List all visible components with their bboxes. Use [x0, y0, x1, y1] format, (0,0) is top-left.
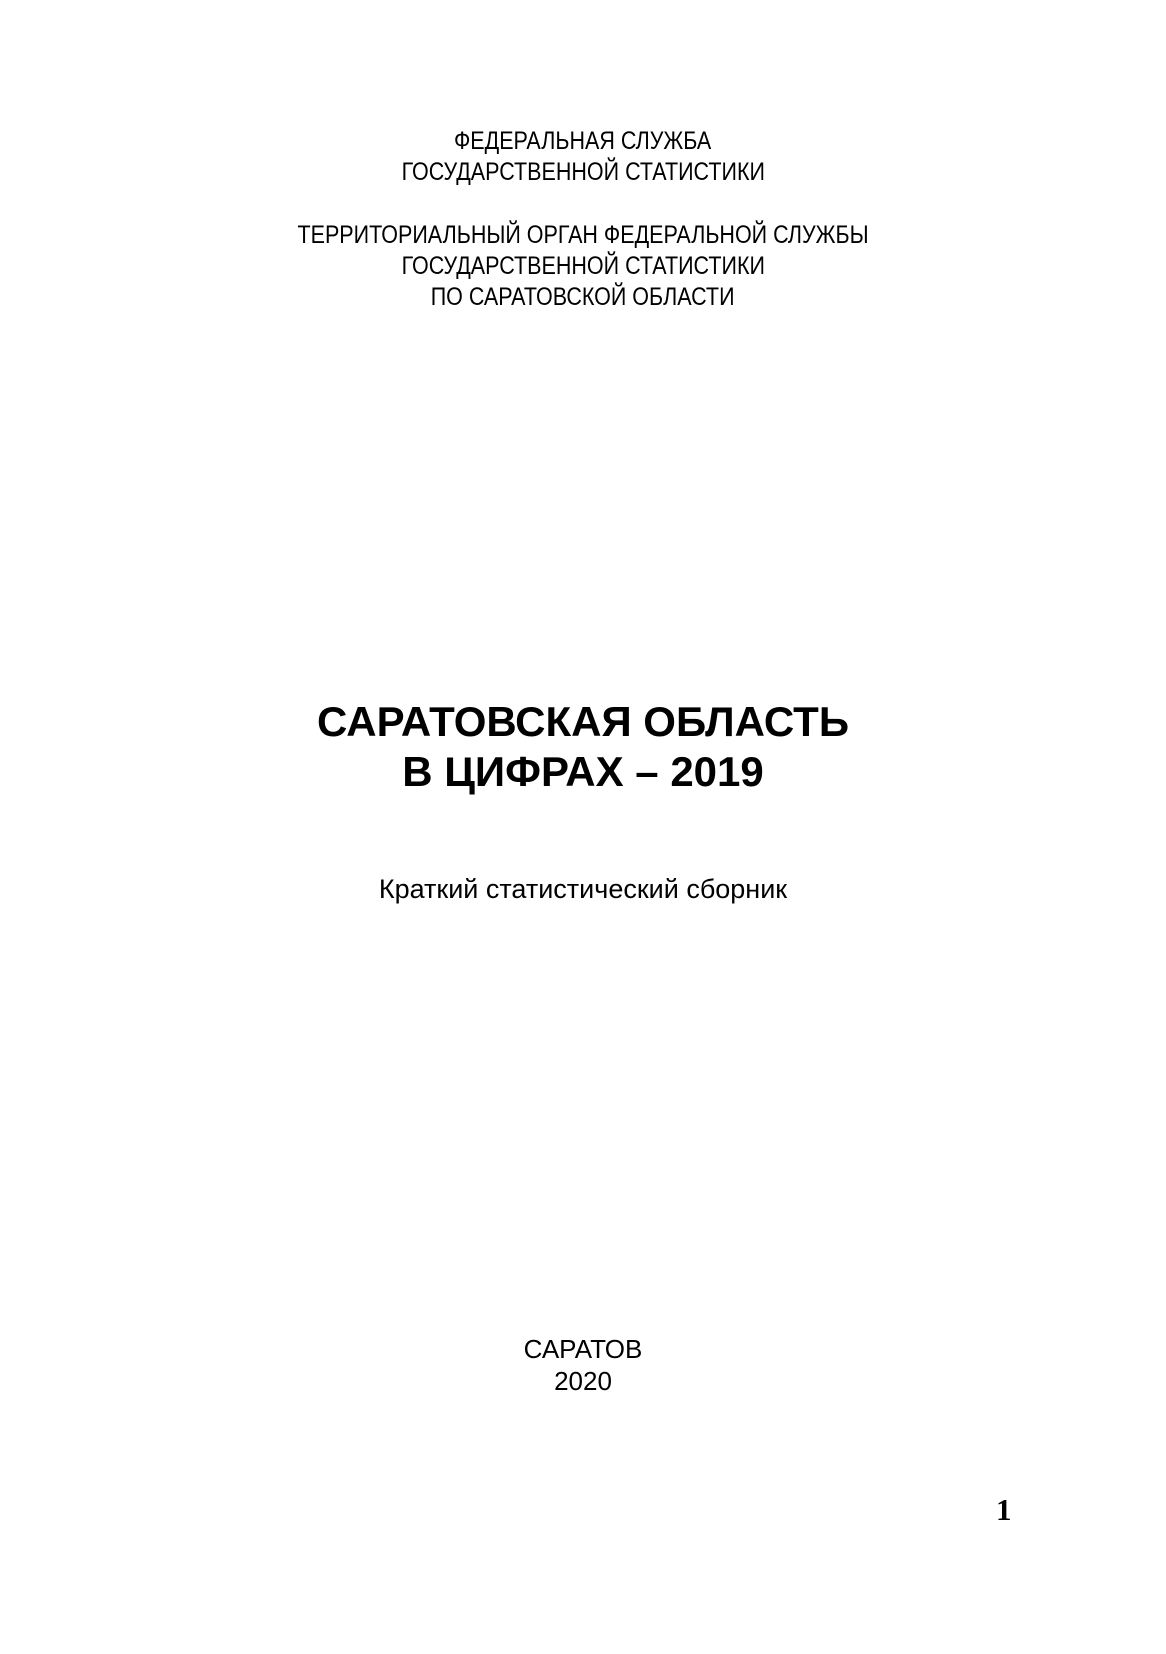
agency-name-line-1: ФЕДЕРАЛЬНАЯ СЛУЖБА — [454, 127, 712, 155]
document-title-line-2: В ЦИФРАХ – 2019 — [402, 748, 764, 795]
territorial-body-line-2: ГОСУДАРСТВЕННОЙ СТАТИСТИКИ — [401, 252, 765, 280]
document-title-line-1: САРАТОВСКАЯ ОБЛАСТЬ — [316, 698, 850, 745]
document-subtitle: Краткий статистический сборник — [378, 874, 788, 904]
territorial-body-line-1: ТЕРРИТОРИАЛЬНЫЙ ОРГАН ФЕДЕРАЛЬНОЙ СЛУЖБЫ — [297, 221, 869, 249]
imprint-city: САРАТОВ — [523, 1334, 643, 1364]
agency-name-line-2: ГОСУДАРСТВЕННОЙ СТАТИСТИКИ — [401, 158, 765, 186]
imprint-year: 2020 — [554, 1366, 612, 1396]
page-number: 1 — [996, 1492, 1012, 1527]
territorial-body-line-3: ПО САРАТОВСКОЙ ОБЛАСТИ — [431, 283, 735, 311]
